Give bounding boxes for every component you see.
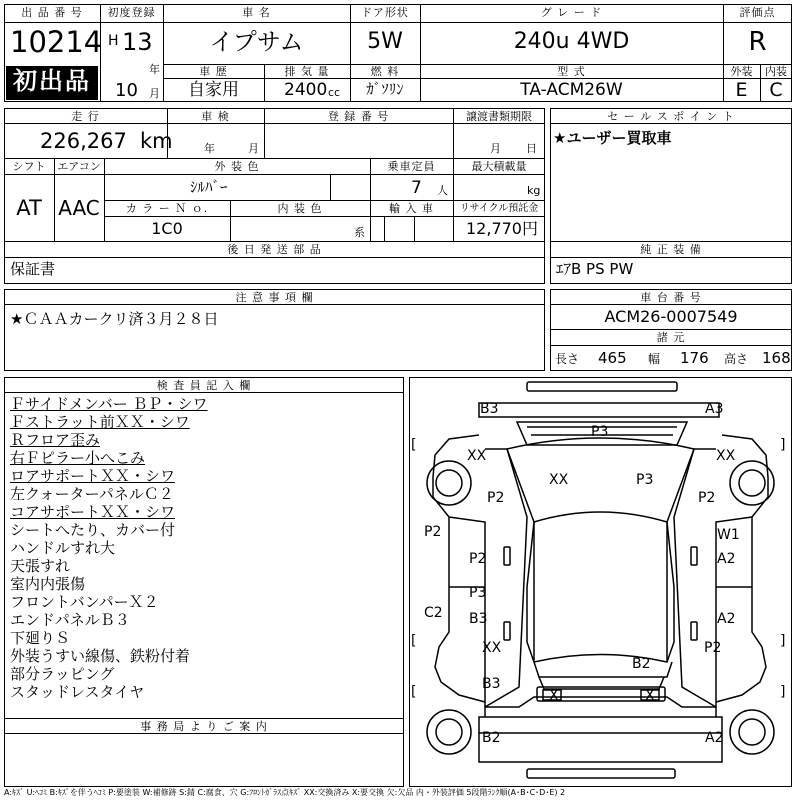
label-model: 型 式 bbox=[557, 65, 586, 78]
damage-p2-left: P2 bbox=[424, 524, 442, 540]
label-exterior: 外装 bbox=[730, 65, 753, 78]
fuel: ｶﾞｿﾘﾝ bbox=[366, 80, 404, 98]
width: 176 bbox=[680, 349, 709, 367]
label-cc: cc bbox=[328, 86, 341, 99]
inspector-note: 室内内張傷 bbox=[10, 575, 86, 593]
inspector-note: ハンドルすれ大 bbox=[10, 539, 116, 557]
label-import: 輸 入 車 bbox=[389, 202, 434, 215]
inspector-note: フロントバンパーＸ２ bbox=[10, 593, 159, 611]
bracket-r1: ] bbox=[780, 437, 786, 453]
label-office: 事 務 局 よ り ご 案 内 bbox=[140, 720, 268, 733]
label-later-parts: 後 日 発 送 部 品 bbox=[227, 243, 322, 256]
label-fuel: 燃 料 bbox=[370, 65, 400, 78]
damage-b2-center: B2 bbox=[632, 656, 651, 672]
inspector-note: 下廻りＳ bbox=[10, 629, 71, 647]
damage-xx-fr: XX bbox=[716, 448, 736, 464]
inspector-note: 外装うすい線傷、鉄粉付着 bbox=[10, 647, 191, 665]
color-no: 1C0 bbox=[151, 219, 183, 238]
model: TA-ACM26W bbox=[520, 80, 623, 100]
label-reg-no: 登 録 番 号 bbox=[327, 110, 390, 123]
label-length: 長さ bbox=[555, 352, 580, 366]
label-shift: シフト bbox=[12, 160, 46, 173]
insp-month-label: 月 bbox=[248, 142, 259, 155]
label-first-reg: 初度登録 bbox=[107, 6, 156, 19]
label-rating: 評価点 bbox=[739, 6, 776, 19]
damage-b3-tl: B3 bbox=[480, 401, 499, 417]
bracket-l1: [ bbox=[411, 437, 417, 453]
damage-x-left: X bbox=[549, 688, 559, 704]
label-grade: グ レ ー ド bbox=[540, 6, 603, 19]
sales-point: ★ユーザー買取車 bbox=[553, 129, 672, 147]
transfer-day-label: 日 bbox=[526, 142, 537, 155]
damage-a2-br: A2 bbox=[705, 730, 724, 746]
label-mileage: 走 行 bbox=[71, 110, 100, 123]
label-inspector: 検 査 員 記 入 欄 bbox=[156, 379, 252, 392]
first-listing-text: 初出品 bbox=[13, 67, 91, 95]
era: H bbox=[108, 33, 119, 49]
chassis-no: ACM26-0007549 bbox=[604, 307, 738, 326]
capacity: 7 bbox=[411, 178, 422, 198]
label-recycle: リサイクル預託金 bbox=[459, 203, 539, 214]
ext-color: ｼﾙﾊﾞｰ bbox=[190, 178, 228, 196]
notes: ★ＣＡＡカークリ済３月２８日 bbox=[10, 310, 219, 328]
label-lot-no: 出 品 番 号 bbox=[21, 6, 83, 19]
damage-xx-rl: XX bbox=[482, 640, 502, 656]
lot-number: 10214 bbox=[10, 25, 103, 59]
label-car-name: 車 名 bbox=[242, 6, 271, 19]
label-color-no: カ ラ ー Ｎ ｏ. bbox=[125, 202, 209, 215]
damage-b2-bl: B2 bbox=[482, 730, 501, 746]
label-kei: 系 bbox=[354, 226, 365, 239]
damage-w1: W1 bbox=[717, 527, 740, 543]
legend: A:ｷｽﾞ U:ﾍｺﾐ B:ｷｽﾞを伴うﾍｺﾐ P:要塗装 W:補修跡 S:錆 C:腐食、穴 G:ﾌﾛﾝﾄｶﾞﾗｽ点ｷｽﾞ XX:交換済み X:要交換 欠:欠品 内・外装評価 5段階ﾗﾝｸ順(A･B･C･D･E) 2 bbox=[4, 788, 566, 797]
label-interior: 内装 bbox=[765, 65, 787, 78]
mileage: 226,267 bbox=[40, 129, 127, 153]
label-notes: 注 意 事 項 欄 bbox=[235, 291, 314, 304]
genuine-equip: ｴｱB PS PW bbox=[556, 260, 634, 278]
inspector-note: Ｆストラット前ＸＸ・シワ bbox=[10, 413, 190, 431]
damage-p2-fl: P2 bbox=[487, 490, 505, 506]
label-dimensions: 諸 元 bbox=[656, 331, 686, 344]
shift: AT bbox=[16, 196, 42, 220]
bracket-r2: ] bbox=[780, 633, 786, 649]
damage-c2: C2 bbox=[424, 605, 443, 621]
damage-p2-door-l: P2 bbox=[469, 551, 487, 567]
damage-a2-door-r: A2 bbox=[717, 551, 736, 567]
label-max-load: 最大積載量 bbox=[471, 160, 527, 173]
inspector-note: Ｒフロア歪み bbox=[10, 431, 101, 449]
label-person: 人 bbox=[437, 184, 448, 197]
label-height: 高さ bbox=[724, 352, 749, 366]
transfer-month-label: 月 bbox=[490, 142, 501, 155]
inspector-note: コアサポートＸＸ・シワ bbox=[10, 503, 176, 521]
label-sales-point: セ ー ル ス ポ イ ン ト bbox=[607, 110, 735, 123]
inspector-note: スタッドレスタイヤ bbox=[10, 683, 145, 701]
damage-p3-top: P3 bbox=[591, 424, 609, 440]
height: 168 bbox=[762, 349, 791, 367]
damage-p3-left: P3 bbox=[469, 585, 487, 601]
label-displacement: 排 気 量 bbox=[284, 65, 330, 78]
label-int-color: 内 装 色 bbox=[277, 202, 323, 215]
insp-year-label: 年 bbox=[204, 142, 215, 155]
damage-xx-fl: XX bbox=[467, 448, 487, 464]
inspector-note: エンドパネルＢ３ bbox=[10, 611, 130, 629]
damage-b3-left: B3 bbox=[469, 611, 488, 627]
interior-grade: C bbox=[769, 79, 783, 101]
exterior-grade: E bbox=[735, 79, 748, 101]
label-width: 幅 bbox=[648, 352, 661, 366]
label-chassis-no: 車 台 番 号 bbox=[640, 291, 702, 304]
inspector-note: 右Ｆピラー小へこみ bbox=[10, 449, 146, 467]
label-genuine-equip: 純 正 装 備 bbox=[640, 243, 702, 256]
reg-month: 10 bbox=[115, 80, 138, 101]
bracket-l3: [ bbox=[411, 684, 417, 700]
label-kg: kg bbox=[527, 184, 541, 197]
label-aircon: エアコン bbox=[57, 160, 101, 173]
displacement: 2400 bbox=[284, 80, 328, 100]
damage-p2-rr: P2 bbox=[704, 640, 722, 656]
damage-x-right: X bbox=[645, 688, 655, 704]
inspector-note: 部分ラッピング bbox=[10, 665, 115, 683]
inspector-note: 左クォーターパネルＣ２ bbox=[10, 485, 174, 503]
damage-p2-fr: P2 bbox=[698, 490, 716, 506]
car-name: イプサム bbox=[209, 28, 304, 56]
bracket-r3: ] bbox=[780, 684, 786, 700]
label-ext-color: 外 装 色 bbox=[214, 160, 260, 173]
damage-a2-right: A2 bbox=[717, 611, 736, 627]
damage-a3-tr: A3 bbox=[705, 401, 724, 417]
label-inspection: 車 検 bbox=[201, 110, 230, 123]
label-door: ドア形状 bbox=[361, 6, 409, 19]
damage-xx-hood: XX bbox=[549, 472, 569, 488]
inspector-notes bbox=[10, 395, 400, 701]
label-km: km bbox=[140, 129, 173, 153]
aircon: AAC bbox=[58, 196, 100, 220]
reg-year: 13 bbox=[122, 28, 153, 56]
label-month: 月 bbox=[149, 87, 160, 100]
inspector-note: シートへたり、カバー付 bbox=[10, 521, 176, 539]
length: 465 bbox=[598, 349, 627, 367]
damage-p3-hood: P3 bbox=[636, 472, 654, 488]
label-history: 車 歴 bbox=[199, 65, 228, 78]
inspector-note: 天張すれ bbox=[10, 557, 71, 575]
recycle-fee: 12,770円 bbox=[466, 219, 538, 238]
inspector-note: ロアサポートＸＸ・シワ bbox=[10, 467, 176, 485]
history: 自家用 bbox=[188, 80, 239, 100]
bracket-l2: [ bbox=[411, 633, 417, 649]
door-type: 5W bbox=[367, 29, 403, 54]
inspector-note: Ｆサイドメンバー ＢＰ・シワ bbox=[10, 395, 208, 413]
label-year: 年 bbox=[149, 63, 160, 76]
label-transfer-doc: 譲渡書類期限 bbox=[466, 110, 532, 123]
label-capacity: 乗車定員 bbox=[387, 160, 436, 173]
grade: 240u 4WD bbox=[513, 29, 630, 54]
later-parts: 保証書 bbox=[10, 260, 56, 278]
damage-b3-rl: B3 bbox=[482, 676, 501, 692]
rating: R bbox=[748, 27, 767, 57]
